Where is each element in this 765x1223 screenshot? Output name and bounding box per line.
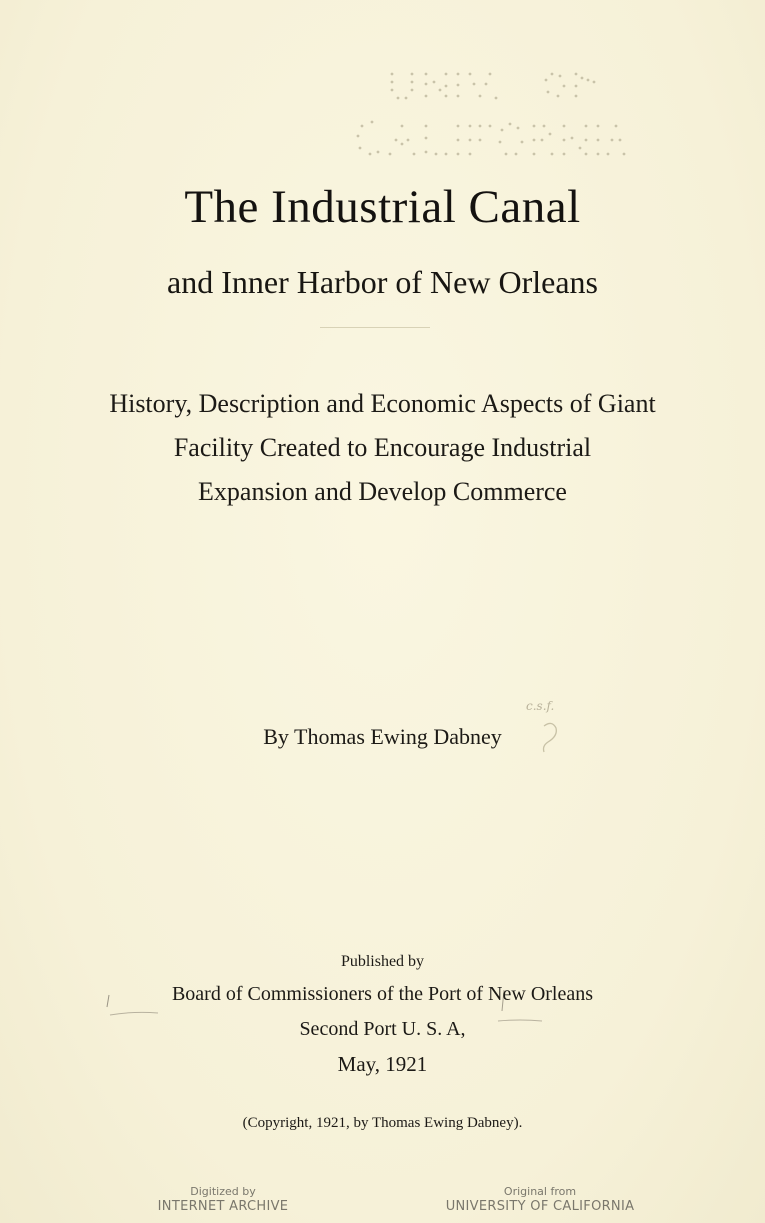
emboss-dots-graphic: [350, 68, 630, 168]
book-subtitle: and Inner Harbor of New Orleans: [167, 264, 598, 300]
description-line-2: Facility Created to Encourage Industrial: [173, 433, 592, 462]
book-title: The Industrial Canal: [184, 181, 581, 233]
copyright-notice: (Copyright, 1921, by Thomas Ewing Dabney).: [242, 1115, 523, 1131]
digitized-by-label: Digitized by: [190, 1185, 256, 1198]
pencil-note-text: c.s.f.: [526, 699, 555, 713]
published-by-label: Published by: [340, 953, 425, 970]
library-emboss-stamp: [350, 68, 630, 168]
internet-archive-label: INTERNET ARCHIVE: [157, 1199, 289, 1214]
publisher-tagline: Second Port U. S. A,: [299, 1018, 466, 1040]
digitized-by-credit: [123, 1185, 323, 1215]
divider-rule: [320, 327, 430, 328]
publisher-name: Board of Commissioners of the Port of New Orleans: [171, 983, 594, 1005]
original-from-credit: [420, 1185, 660, 1215]
original-from-label: Original from: [503, 1185, 577, 1198]
description-line-3: Expansion and Develop Commerce: [198, 477, 567, 506]
university-label: UNIVERSITY OF CALIFORNIA: [445, 1199, 635, 1214]
publication-date: May, 1921: [337, 1052, 428, 1076]
description-line-1: History, Description and Economic Aspects of Giant: [109, 389, 656, 418]
author-line: By Thomas Ewing Dabney: [263, 724, 502, 749]
pencil-annotation: [522, 696, 582, 756]
